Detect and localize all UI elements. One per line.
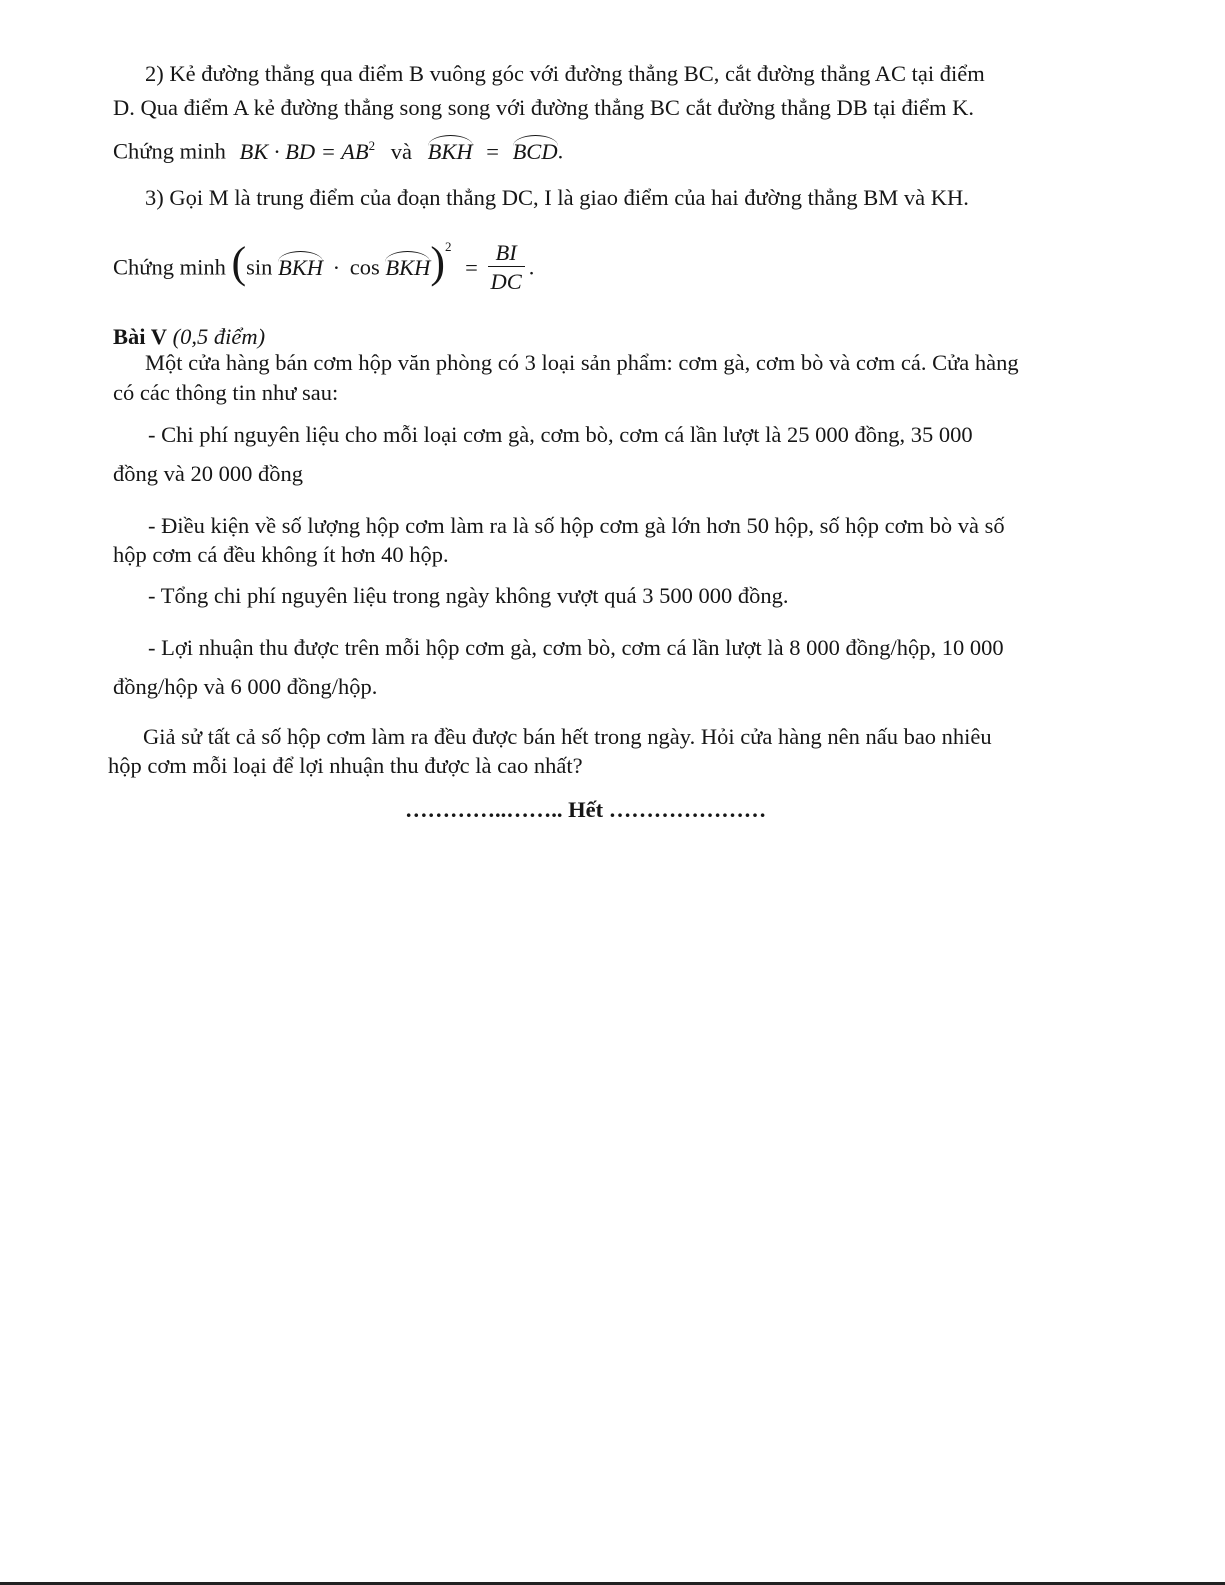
bai5-points: (0,5 điểm) — [172, 324, 266, 349]
question-line-1: Giả sử tất cả số hộp cơm làm ra đều được bán hết trong ngày. Hỏi cửa hàng nên nấu bao nhiêu — [143, 724, 992, 749]
end-marker — [405, 799, 766, 822]
bai5-heading — [113, 326, 265, 349]
bai5-title: Bài V — [113, 324, 167, 349]
q2-prove-prefix: Chứng minh — [113, 138, 226, 164]
q2-prove-line — [113, 139, 563, 163]
angle-bcd: BCD — [512, 138, 558, 164]
angle-bkh: BKH — [427, 138, 473, 164]
question-line-2: hộp cơm mỗi loại để lợi nhuận thu được là cao nhất? — [108, 753, 583, 778]
exponent: 2 — [445, 239, 452, 254]
angle-bkh-sin: BKH — [278, 254, 324, 280]
q2-line-1: 2) Kẻ đường thẳng qua điểm B vuông góc với đường thẳng BC, cắt đường thẳng AC tại điểm — [145, 61, 985, 86]
cos-label: cos — [349, 254, 380, 280]
dot-operator: · — [332, 254, 341, 280]
bullet-4-line-2: đồng/hộp và 6 000 đồng/hộp. — [113, 674, 378, 699]
bullet-3: - Tổng chi phí nguyên liệu trong ngày không vượt quá 3 500 000 đồng. — [148, 583, 789, 608]
bullet-1-line-2: đồng và 20 000 đồng — [113, 461, 303, 486]
q2-line-2: D. Qua điểm A kẻ đường thẳng song song với đường thẳng BC cắt đường thẳng DB tại điểm K. — [113, 95, 974, 120]
end-dots-right: ………………… — [608, 797, 767, 822]
q2-period: . — [557, 138, 564, 164]
left-paren-icon: ( — [231, 238, 247, 287]
fraction-bi-dc — [488, 239, 525, 295]
q3-line-1: 3) Gọi M là trung điểm của đoạn thẳng DC, I là giao điểm của hai đường thẳng BM và KH. — [145, 185, 969, 210]
angle-bkh-cos: BKH — [385, 254, 431, 280]
q2-prove-equation: BK · BD = AB — [239, 138, 369, 164]
equals-sign-2: = — [465, 254, 478, 280]
end-dots-left: …………..…….. — [405, 797, 563, 822]
q2-and-word: và — [390, 138, 412, 164]
fraction-numerator: BI — [488, 242, 525, 268]
sin-label: sin — [246, 254, 273, 280]
bullet-1-line-1: - Chi phí nguyên liệu cho mỗi loại cơm gà, cơm bò, cơm cá lần lượt là 25 000 đồng, 35 000 — [148, 422, 973, 447]
q2-prove-superscript: 2 — [368, 138, 376, 153]
bullet-4-line-1: - Lợi nhuận thu được trên mỗi hộp cơm gà, cơm bò, cơm cá lần lượt là 8 000 đồng/hộp, 10 000 — [148, 635, 1004, 660]
bai5-intro-2: có các thông tin như sau: — [113, 380, 339, 405]
q3-prove-prefix: Chứng minh — [113, 254, 226, 280]
end-label: Hết — [568, 797, 604, 822]
fraction-denominator: DC — [490, 269, 522, 295]
q3-period: . — [528, 254, 535, 280]
bullet-2-line-2: hộp cơm cá đều không ít hơn 40 hộp. — [113, 542, 449, 567]
equals-sign: = — [486, 138, 499, 164]
q3-prove-line — [113, 240, 534, 294]
bullet-2-line-1: - Điều kiện về số lượng hộp cơm làm ra là số hộp cơm gà lớn hơn 50 hộp, số hộp cơm bò và số — [148, 513, 1005, 538]
right-paren-icon: ) — [430, 238, 446, 287]
bai5-intro-1: Một cửa hàng bán cơm hộp văn phòng có 3 loại sản phẩm: cơm gà, cơm bò và cơm cá. Cửa hàng — [145, 350, 1019, 375]
